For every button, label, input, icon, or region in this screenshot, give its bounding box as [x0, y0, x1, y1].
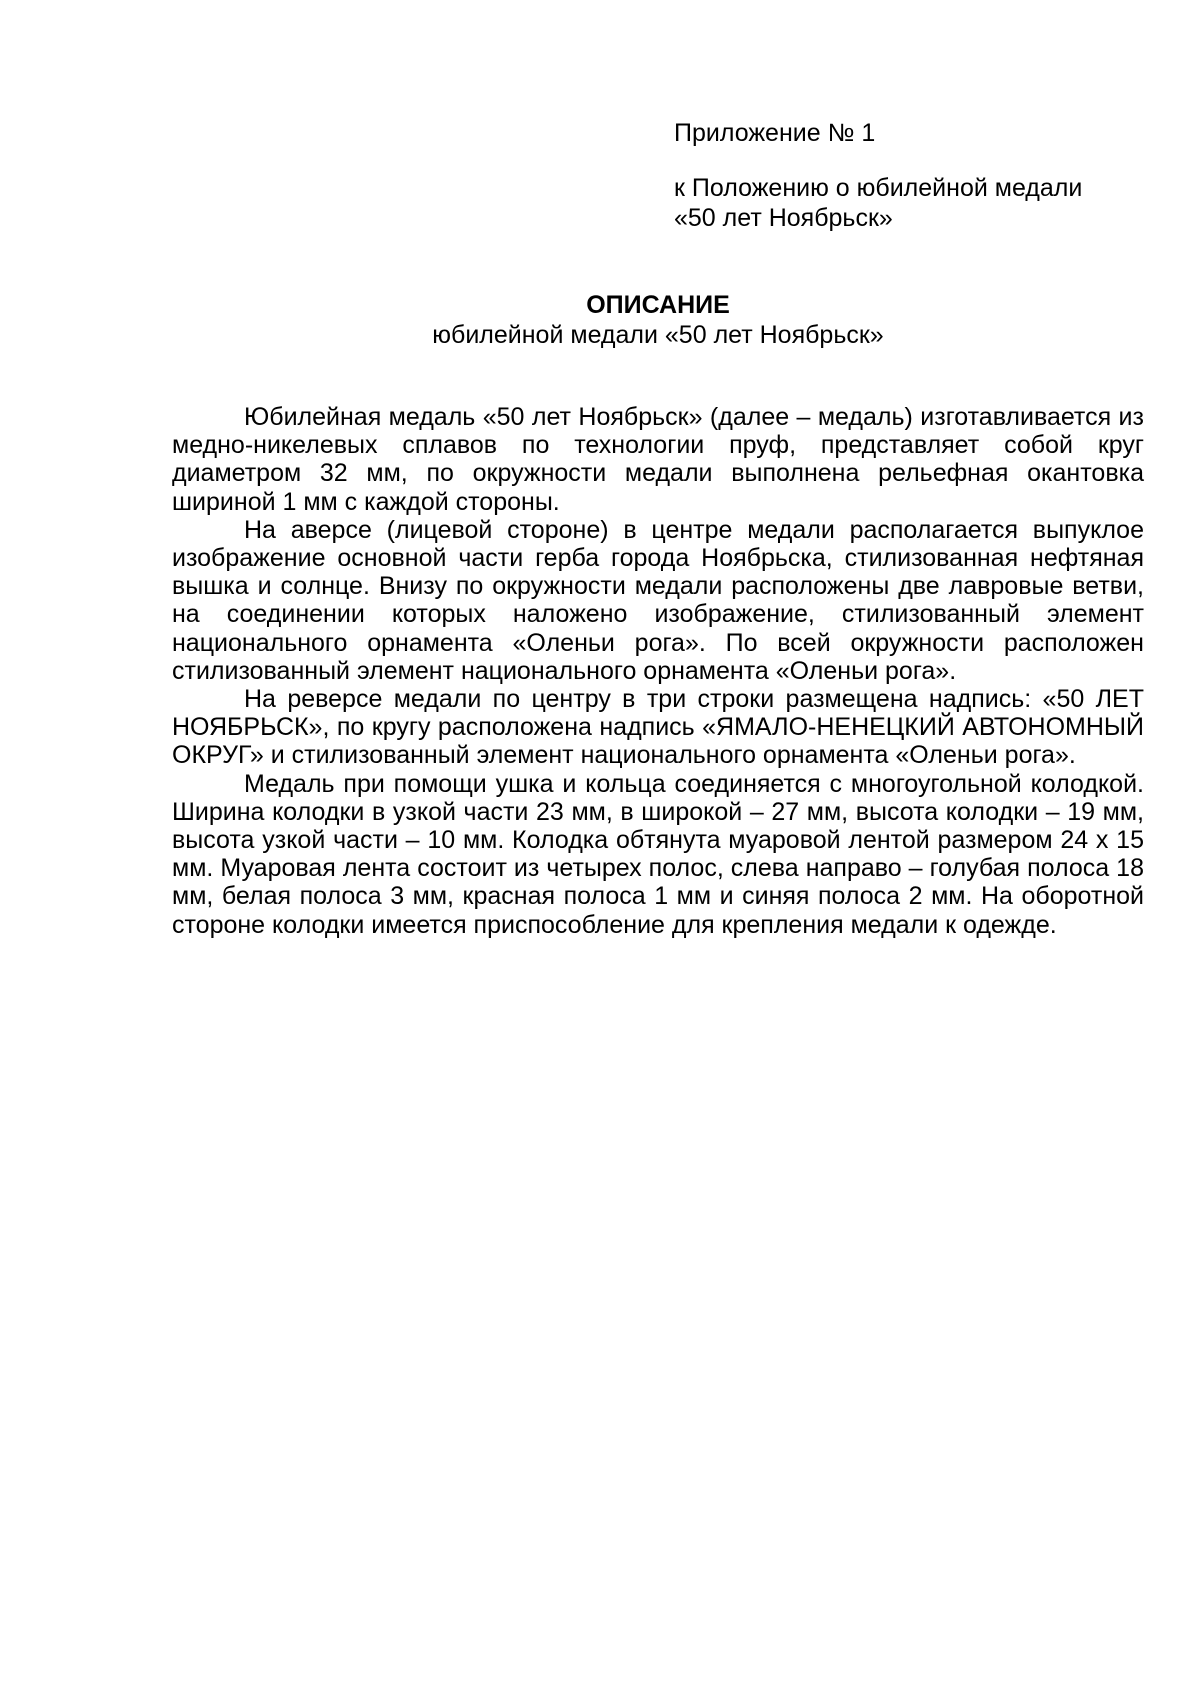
appendix-reference-line-2: «50 лет Ноябрьск» [674, 204, 893, 232]
paragraph-ribbon-block: Медаль при помощи ушка и кольца соединяется с многоугольной колодкой. Ширина колодки в узкой части 23 мм, в широкой – 27 мм, высота колодки – 19 мм, высота узкой части – 10 мм. Колодка обтянута муаровой лентой размером 24 х 15 мм. Муаровая лента состоит из четырех полос, слева направо – голубая полоса 18 мм, белая полоса 3 мм, красная полоса 1 мм и синяя полоса 2 мм. На оборотной стороне колодки имеется приспособление для крепления медали к одежде. [172, 769, 1144, 939]
appendix-spacer [674, 148, 1174, 173]
paragraph-materials: Юбилейная медаль «50 лет Ноябрьск» (далее – медаль) изготавливается из медно-никелевых сплавов по технологии пруф, представляет собой круг диаметром 32 мм, по окружности медали выполнена рельефная окантовка шириной 1 мм с каждой стороны. [172, 403, 1144, 516]
document-subtitle: юбилейной медали «50 лет Ноябрьск» [432, 321, 884, 349]
document-title: ОПИСАНИЕ [586, 291, 730, 319]
paragraph-obverse: На аверсе (лицевой стороне) в центре медали располагается выпуклое изображение основной части герба города Ноябрьска, стилизованная нефтяная вышка и солнце. Внизу по окружности медали расположены две лавровые ветви, на соединении которых наложено изображение, стилизованный элемент национального орнамента «Оленьи рога». По всей окружности расположен стилизованный элемент национального орнамента «Оленьи рога». [172, 515, 1144, 685]
appendix-number: Приложение № 1 [674, 119, 876, 147]
appendix-block [674, 118, 1174, 233]
document-heading [172, 290, 1144, 350]
appendix-reference-line-1: к Положению о юбилейной медали [674, 174, 1083, 202]
document-body [172, 403, 1144, 939]
paragraph-reverse: На реверсе медали по центру в три строки размещена надпись: «50 ЛЕТ НОЯБРЬСК», по кругу расположена надпись «ЯМАЛО-НЕНЕЦКИЙ АВТОНОМНЫЙ ОКРУГ» и стилизованный элемент национального орнамента «Оленьи рога». [172, 685, 1144, 770]
